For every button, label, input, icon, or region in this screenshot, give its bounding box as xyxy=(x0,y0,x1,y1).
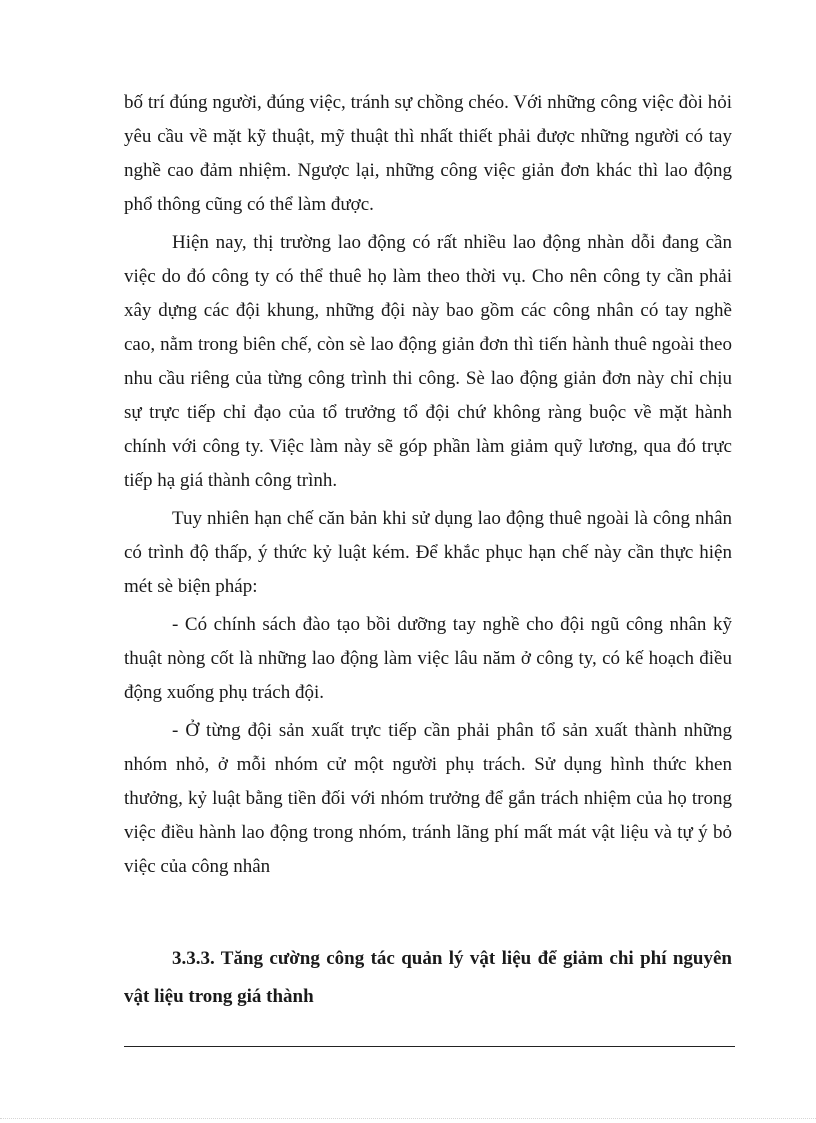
footer-divider xyxy=(124,1046,735,1047)
paragraph-labor-market: Hiện nay, thị trường lao động có rất nhiều lao động nhàn dỗi đang cần việc do đó công ty có thể thuê họ làm theo thời vụ. Cho nên công ty cần phải xây dựng các đội khung, những đội này bao gồm các công nhân có tay nghề cao, nằm trong biên chế, còn sè lao động giản đơn thì tiến hành thuê ngoài theo nhu cầu riêng của từng công trình thi công. Sè lao động giản đơn này chỉ chịu sự trực tiếp chỉ đạo của tổ trưởng tổ đội chứ không ràng buộc về mặt hành chính với công ty. Việc làm này sẽ góp phần làm giảm quỹ lương, qua đó trực tiếp hạ giá thành công trình. xyxy=(124,232,732,491)
page-bottom-edge xyxy=(0,1118,816,1119)
body-text xyxy=(124,86,732,888)
section-heading: 3.3.3. Tăng cường công tác quản lý vật liệu để giảm chi phí nguyên vật liệu trong giá thành xyxy=(124,948,732,1007)
paragraph-staffing: bố trí đúng người, đúng việc, tránh sự chồng chéo. Với những công việc đòi hỏi yêu cầu về mặt kỹ thuật, mỹ thuật thì nhất thiết phải được những người có tay nghề cao đảm nhiệm. Ngược lại, những công việc giản đơn khác thì lao động phổ thông cũng có thể làm được. xyxy=(124,92,732,215)
paragraph-limitations: Tuy nhiên hạn chế căn bản khi sử dụng lao động thuê ngoài là công nhân có trình độ thấp, ý thức kỷ luật kém. Để khắc phục hạn chế này cần thực hiện mét sè biện pháp: xyxy=(124,508,732,597)
paragraph-measure-groups: - Ở từng đội sản xuất trực tiếp cần phải phân tổ sản xuất thành những nhóm nhỏ, ở mỗi nhóm cử một người phụ trách. Sử dụng hình thức khen thưởng, kỷ luật bằng tiền đối với nhóm trưởng để gắn trách nhiệm của họ trong việc điều hành lao động trong nhóm, tránh lãng phí mất mát vật liệu và tự ý bỏ việc của công nhân xyxy=(124,720,732,877)
paragraph-measure-training: - Có chính sách đào tạo bồi dưỡng tay nghề cho đội ngũ công nhân kỹ thuật nòng cốt là những lao động làm việc lâu năm ở công ty, có kế hoạch điều động xuống phụ trách đội. xyxy=(124,614,732,703)
